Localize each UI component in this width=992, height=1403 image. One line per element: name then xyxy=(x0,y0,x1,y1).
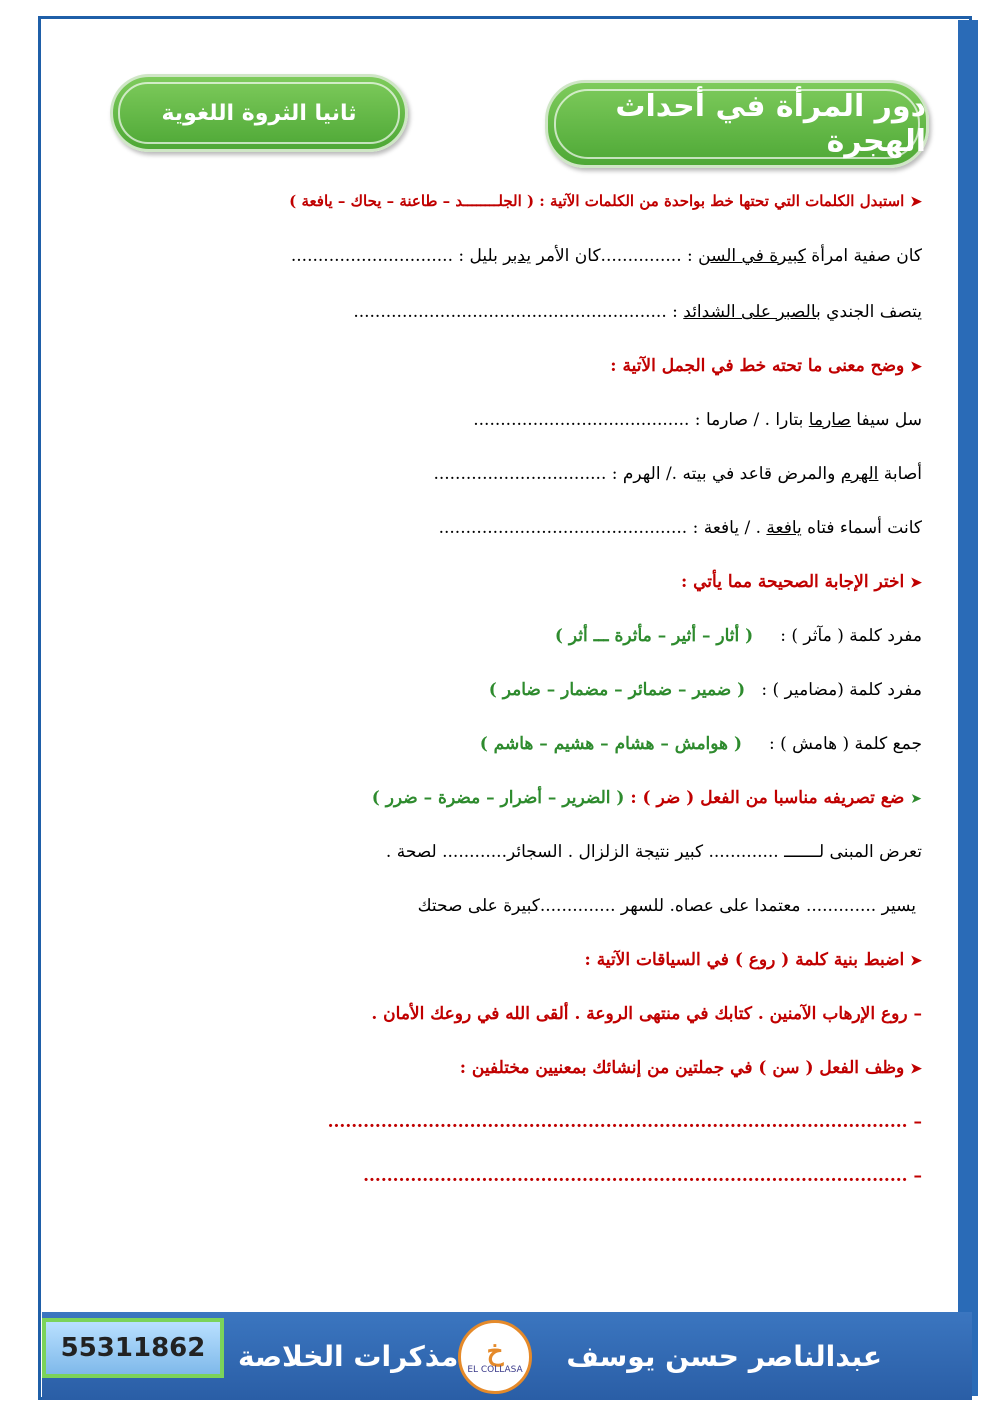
arrow-icon: ➤ xyxy=(910,791,922,807)
q2-sentence-3: كانت أسماء فتاه يافعة . / يافعة : .............................................. xyxy=(438,518,922,538)
q3-row-2: مفرد كلمة (مضامير ) : ( ضمير – ضمائر – مضمار – ضامر ) xyxy=(488,680,922,700)
brand-logo xyxy=(458,1320,532,1394)
subtitle-text: ثانيا الثروة اللغوية xyxy=(161,100,357,126)
logo-text: EL COLLASA xyxy=(467,1365,523,1375)
q4-line-2: يسير ............. معتمدا على عصاه. للسهر ..............كبيرة على صحتك xyxy=(417,896,916,916)
q2-sentence-1: سل سيفا صارما بتارا . / صارما : ........................................ xyxy=(473,410,922,430)
q1-line2: يتصف الجندي بالصبر على الشدائد : .......................................................... xyxy=(353,302,922,322)
q5-line: – روع الإرهاب الآمنين . كتابك في منتهى الروعة . ألقى الله في روعك الأمان . xyxy=(371,1004,922,1024)
q2-instruction: ➤وضح معنى ما تحته خط في الجمل الآتية : xyxy=(610,356,922,376)
q2-sentence-2: أصابة الهرم والمرض قاعد في بيته ./ الهرم : ................................ xyxy=(433,464,922,484)
q3-instruction: ➤اختر الإجابة الصحيحة مما يأتي : xyxy=(680,572,922,592)
q6-blank-2: – ............................................................................................ xyxy=(363,1166,922,1186)
frame-shadow xyxy=(958,20,978,1396)
page-title xyxy=(545,80,929,168)
q5-instruction: ➤اضبط بنية كلمة ( روع ) في السياقات الآتية : xyxy=(584,950,922,970)
arrow-icon: ➤ xyxy=(910,953,922,969)
q6-blank-1: – .................................................................................................. xyxy=(327,1112,922,1132)
arrow-icon: ➤ xyxy=(910,194,922,210)
q3-row-1: مفرد كلمة ( مآثر ) : ( أثار – أثير – مأثرة ـــ أثر ) xyxy=(554,626,922,646)
q4-line-1: تعرض المبنى لـــــــ ............. كبير نتيجة الزلزال . السجائر............ لصحة . xyxy=(385,842,922,862)
phone-number: 55311862 xyxy=(42,1318,224,1378)
author-name: عبدالناصر حسن يوسف xyxy=(566,1340,882,1373)
arrow-icon: ➤ xyxy=(910,575,922,591)
title-text: دور المرأة في أحداث الهجرة xyxy=(615,89,926,159)
q1-instruction: ➤استبدل الكلمات التي تحتها خط بواحدة من الكلمات الآتية : ( الجلــــــــد – طاعنة – يحاك – يافعة ) xyxy=(289,192,922,210)
logo-glyph: خ xyxy=(486,1337,504,1367)
q1-line1: كان صفية امرأة كبيرة في السن : ...............كان الأمر يدبر بليل : .............................. xyxy=(290,246,922,266)
arrow-icon: ➤ xyxy=(910,359,922,375)
arrow-icon: ➤ xyxy=(910,1061,922,1077)
q3-row-3: جمع كلمة ( هامش ) : ( هوامش – هشام – هشيم – هاشم ) xyxy=(479,734,922,754)
brand-name: مذكرات الخلاصة xyxy=(238,1340,459,1373)
q4-instruction: ➤ضع تصريفه مناسبا من الفعل ( ضر ) : ( الضرير – أضرار – مضرة – ضرر ) xyxy=(371,788,922,808)
page-frame xyxy=(38,16,972,1400)
section-subtitle xyxy=(110,74,408,152)
q6-instruction: ➤وظف الفعل ( سن ) في جملتين من إنشائك بمعنيين مختلفين : xyxy=(459,1058,922,1078)
